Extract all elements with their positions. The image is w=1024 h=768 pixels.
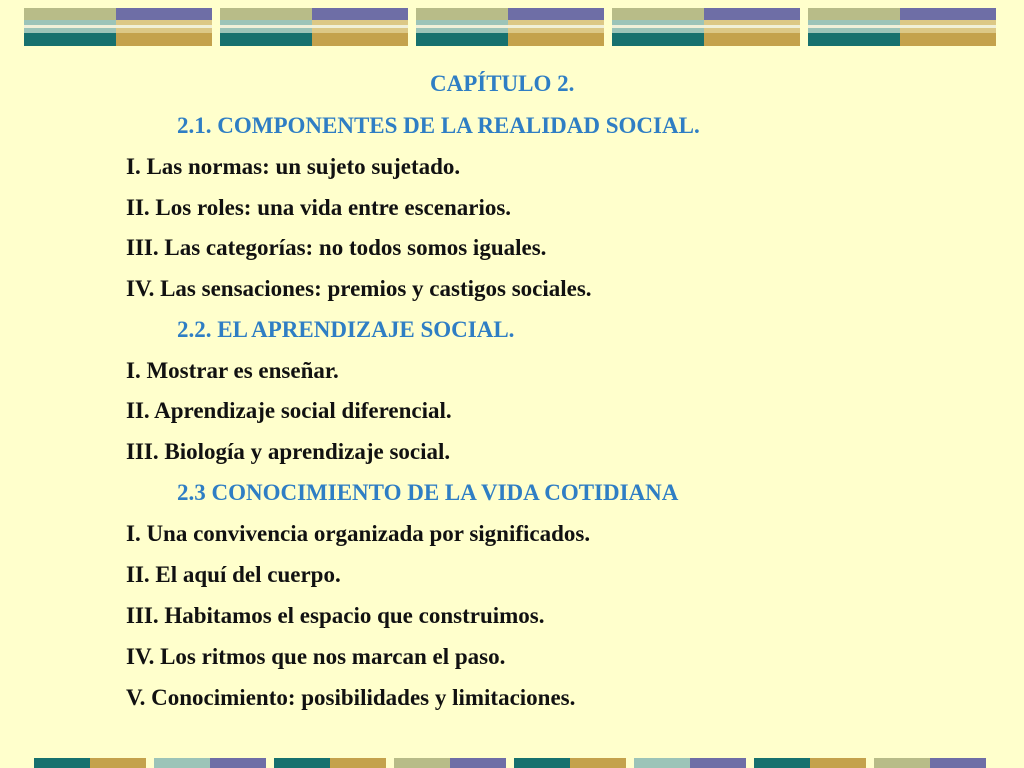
list-item: I. Una convivencia organizada por significados. xyxy=(126,521,591,546)
list-item: II. Los roles: una vida entre escenarios. xyxy=(126,195,512,220)
list-item: II. El aquí del cuerpo. xyxy=(126,562,341,587)
chapter-title: CAPÍTULO 2. xyxy=(430,71,575,96)
list-item: II. Aprendizaje social diferencial. xyxy=(126,398,452,423)
bottom-decorative-strip xyxy=(34,758,1000,768)
section-heading: 2.2. EL APRENDIZAJE SOCIAL. xyxy=(177,317,515,342)
section-heading: 2.1. COMPONENTES DE LA REALIDAD SOCIAL. xyxy=(177,113,700,138)
list-item: I. Mostrar es enseñar. xyxy=(126,358,339,383)
list-item: III. Las categorías: no todos somos iguales. xyxy=(126,235,547,260)
list-item: I. Las normas: un sujeto sujetado. xyxy=(126,154,461,179)
list-item: V. Conocimiento: posibilidades y limitaciones. xyxy=(126,685,576,710)
list-item: IV. Los ritmos que nos marcan el paso. xyxy=(126,644,506,669)
section-heading: 2.3 CONOCIMIENTO DE LA VIDA COTIDIANA xyxy=(177,480,679,505)
list-item: IV. Las sensaciones: premios y castigos sociales. xyxy=(126,276,592,301)
list-item: III. Biología y aprendizaje social. xyxy=(126,439,451,464)
list-item: III. Habitamos el espacio que construimos. xyxy=(126,603,545,628)
